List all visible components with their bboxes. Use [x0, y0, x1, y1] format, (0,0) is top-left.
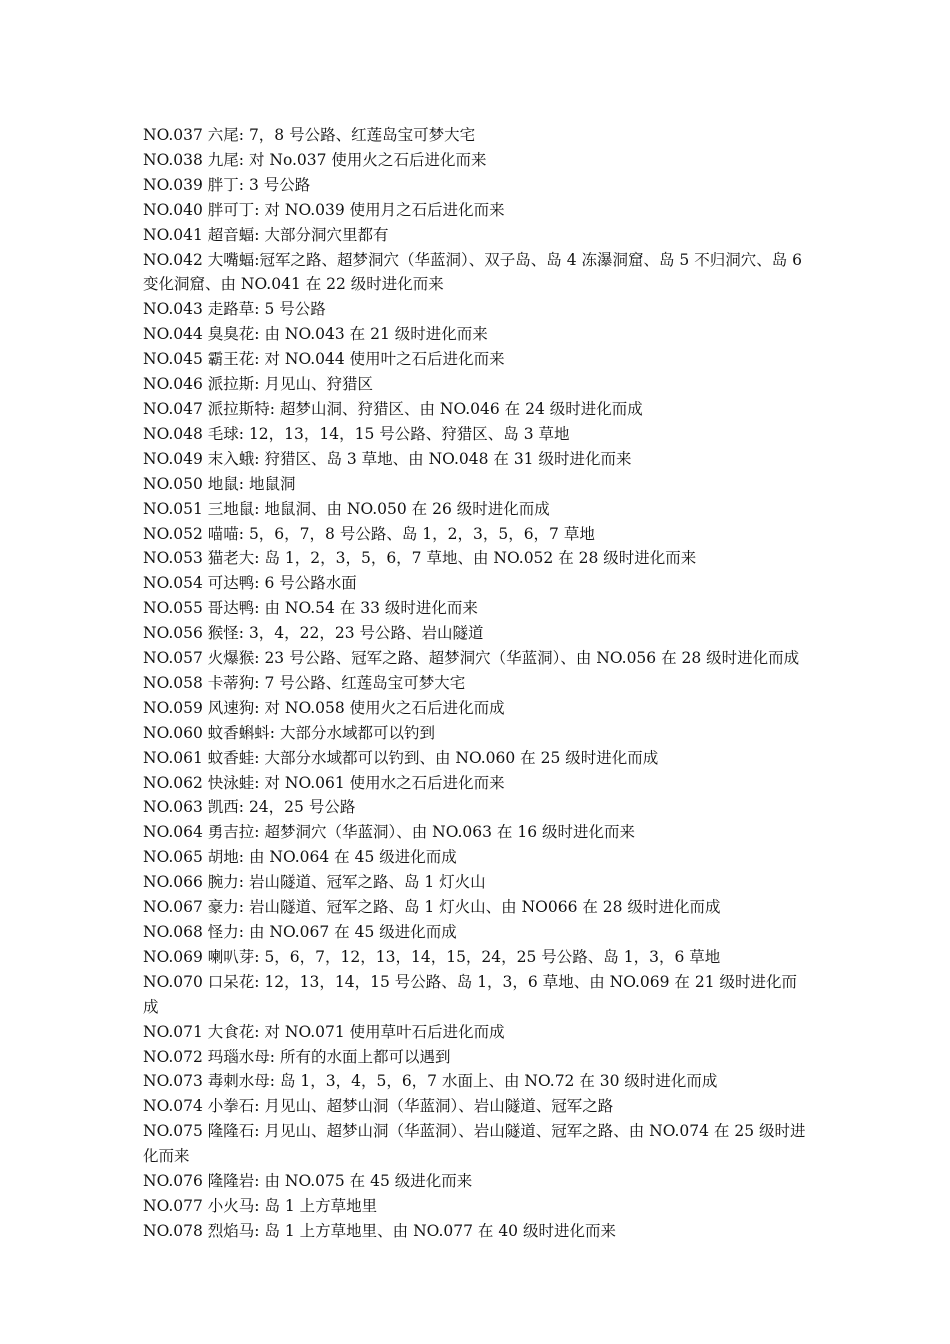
entry-line: NO.058 卡蒂狗: 7 号公路、红莲岛宝可梦大宅	[143, 673, 466, 692]
entry-line: NO.046 派拉斯: 月见山、狩猎区	[143, 375, 373, 394]
entry-line: NO.078 烈焰马: 岛 1 上方草地里、由 NO.077 在 40 级时进化而来	[143, 1221, 616, 1240]
entry-line: NO.048 毛球: 12，13，14，15 号公路、狩猎区、岛 3 草地	[143, 424, 570, 443]
entry-line: NO.060 蚊香蝌蚪: 大部分水域都可以钓到	[143, 723, 435, 742]
entry-line: NO.052 喵喵: 5，6，7，8 号公路、岛 1，2，3，5，6，7 草地	[143, 524, 595, 543]
entry-line: NO.069 喇叭芽: 5，6，7，12，13，14，15，24，25 号公路、岛 1，3，6 草地	[143, 947, 721, 966]
entry-line: NO.077 小火马: 岛 1 上方草地里	[143, 1196, 378, 1215]
entry-line: NO.061 蚊香蛙: 大部分水域都可以钓到、由 NO.060 在 25 级时进化而成	[143, 748, 659, 767]
document-body	[143, 123, 811, 1244]
entry-line: NO.067 豪力: 岩山隧道、冠军之路、岛 1 灯火山、由 NO066 在 28 级时进化而成	[143, 898, 721, 917]
entry-line: NO.059 风速狗: 对 NO.058 使用火之石后进化而成	[143, 698, 505, 717]
entry-line: NO.040 胖可丁: 对 NO.039 使用月之石后进化而来	[143, 200, 505, 219]
entry-line: NO.047 派拉斯特: 超梦山洞、狩猎区、由 NO.046 在 24 级时进化而成	[143, 399, 643, 418]
entry-line: NO.064 勇吉拉: 超梦洞穴（华蓝洞）、由 NO.063 在 16 级时进化而来	[143, 823, 636, 842]
entry-line: NO.062 快泳蛙: 对 NO.061 使用水之石后进化而来	[143, 773, 505, 792]
entry-line: NO.045 霸王花: 对 NO.044 使用叶之石后进化而来	[143, 350, 505, 369]
entry-line: NO.044 臭臭花: 由 NO.043 在 21 级时进化而来	[143, 325, 488, 344]
entry-line: NO.053 猫老大: 岛 1，2，3，5，6，7 草地、由 NO.052 在 28 级时进化而来	[143, 549, 697, 568]
entry-line: NO.071 大食花: 对 NO.071 使用草叶石后进化而成	[143, 1022, 505, 1041]
entry-line: NO.075 隆隆石: 月见山、超梦山洞（华蓝洞）、岩山隧道、冠军之路、由 NO.074 在 25 级时进化而来	[143, 1122, 806, 1166]
entry-line: NO.066 腕力: 岩山隧道、冠军之路、岛 1 灯火山	[143, 873, 486, 892]
entry-line: NO.072 玛瑙水母: 所有的水面上都可以遇到	[143, 1047, 451, 1066]
entry-line: NO.042 大嘴蝠:冠军之路、超梦洞穴（华蓝洞）、双子岛、岛 4 冻瀑洞窟、岛 5 不归洞穴、岛 6 变化洞窟、由 NO.041 在 22 级时进化而来	[143, 250, 807, 294]
entry-line: NO.043 走路草: 5 号公路	[143, 300, 326, 319]
entry-line: NO.076 隆隆岩: 由 NO.075 在 45 级进化而来	[143, 1172, 473, 1191]
entry-line: NO.037 六尾: 7，8 号公路、红莲岛宝可梦大宅	[143, 126, 476, 144]
entry-line: NO.070 口呆花: 12，13，14，15 号公路、岛 1，3，6 草地、由 NO.069 在 21 级时进化而成	[143, 972, 798, 1016]
entry-line: NO.055 哥达鸭: 由 NO.54 在 33 级时进化而来	[143, 599, 478, 618]
entry-line: NO.041 超音蝠: 大部分洞穴里都有	[143, 225, 389, 244]
entry-line: NO.065 胡地: 由 NO.064 在 45 级进化而成	[143, 848, 457, 867]
entry-line: NO.074 小拳石: 月见山、超梦山洞（华蓝洞）、岩山隧道、冠军之路	[143, 1097, 614, 1116]
entry-line: NO.050 地鼠: 地鼠洞	[143, 474, 296, 493]
entry-line: NO.063 凯西: 24，25 号公路	[143, 798, 356, 817]
entry-line: NO.057 火爆猴: 23 号公路、冠军之路、超梦洞穴（华蓝洞）、由 NO.056 在 28 级时进化而成	[143, 649, 800, 668]
entry-line: NO.038 九尾: 对 No.037 使用火之石后进化而来	[143, 150, 487, 169]
entry-line: NO.056 猴怪: 3，4，22，23 号公路、岩山隧道	[143, 624, 484, 643]
entry-line: NO.049 末入蛾: 狩猎区、岛 3 草地、由 NO.048 在 31 级时进化而来	[143, 449, 632, 468]
entry-line: NO.039 胖丁: 3 号公路	[143, 175, 311, 194]
entry-line: NO.051 三地鼠: 地鼠洞、由 NO.050 在 26 级时进化而成	[143, 499, 550, 518]
entry-line: NO.068 怪力: 由 NO.067 在 45 级进化而成	[143, 923, 457, 941]
entry-line: NO.073 毒刺水母: 岛 1，3，4，5，6，7 水面上、由 NO.72 在 30 级时进化而成	[143, 1072, 718, 1091]
entry-line: NO.054 可达鸭: 6 号公路水面	[143, 574, 357, 593]
